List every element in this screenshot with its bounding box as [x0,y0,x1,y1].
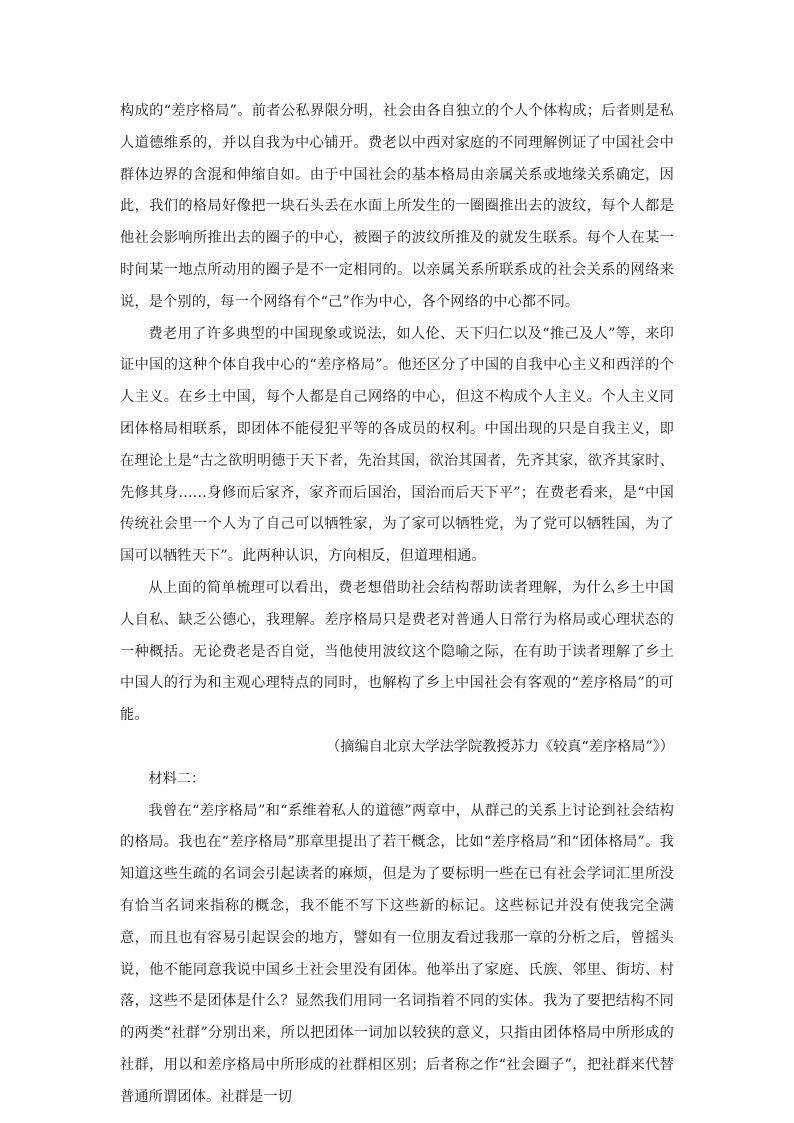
source-citation: （摘编自北京大学法学院教授苏力《较真“差序格局”》） [326,738,674,755]
paragraph: 我曾在“差序格局”和“系维着私人的道德”两章中，从群己的关系上讨论到社会结构的格局。我也在“差序格局”那章里提出了若干概念，比如“差序格局”和“团体格局”。我知道这些生疏的名词会引起读者的麻烦，但是为了要标明一些在已有社会学词汇里所没有恰当名词来指称的概念，我不能不写下这些新的标记。这些标记并没有使我完全满意，而且也有容易引起误会的地方，譬如有一位朋友看过我那一章的分析之后，曾摇头说，他不能同意我说中国乡土社会里没有团体。他举出了家庭、氏族、邻里、街坊、村落，这些不是团体是什么？显然我们用同一名词指着不同的实体。我为了要把结构不同的两类“社群”分别出来，所以把团体一词加以较狭的意义，只指由团体格局中所形成的社群，用以和差序格局中所形成的社群相区别；后者称之作“社会圈子”，把社群来代替普通所谓团体。社群是一切 [120,802,674,1105]
paragraph-continued: 构成的“差序格局”。前者公私界限分明，社会由各自独立的个人个体构成；后者则是私人道德维系的，并以自我为中心铺开。费老以中西对家庭的不同理解例证了中国社会中群体边界的含混和伸缩自如。由于中国社会的基本格局由亲属关系或地缘关系确定，因此，我们的格局好像把一块石头丢在水面上所发生的一圈圈推出去的波纹，每个人都是他社会影响所推出去的圈子的中心，被圈子的波纹所推及的就发生联系。每个人在某一时间某一地点所动用的圈子是不一定相同的。以亲属关系所联系成的社会关系的网络来说，是个别的，每一个网络有个“己”作为中心，各个网络的中心都不同。 [120,103,674,310]
section-heading: 材料二： [148,770,206,787]
paragraph: 从上面的简单梳理可以看出，费老想借助社会结构帮助读者理解，为什么乡土中国人自私、缺乏公德心，我理解。差序格局只是费老对普通人日常行为格局或心理状态的一种概括。无论费老是否自觉，当他使用波纹这个隐喻之际，在有助于读者理解了乡土中国人的行为和主观心理特点的同时，也解构了乡上中国社会有客观的“差序格局”的可能。 [120,579,674,724]
paragraph: 费老用了许多典型的中国现象或说法，如人伦、天下归仁以及“推己及人”等，来印证中国的这种个体自我中心的“差序格局”。他还区分了中国的自我中心主义和西洋的个人主义。在乡土中国，每个人都是自己网络的中心，但这不构成个人主义。个人主义同团体格局相联系，即团体不能侵犯平等的各成员的权利。中国出现的只是自我主义，即在理论上是“古之欲明明德于天下者，先治其国，欲治其国者，先齐其家，欲齐其家时、先修其身……身修而后家齐，家齐而后国治，国治而后天下平”；在费老看来，是“中国传统社会里一个人为了自己可以牺牲家，为了家可以牺牲党，为了党可以牺牲国，为了国可以牺牲天下”。此两种认识，方向相反，但道理相通。 [120,325,674,565]
document-page [120,96,674,1114]
